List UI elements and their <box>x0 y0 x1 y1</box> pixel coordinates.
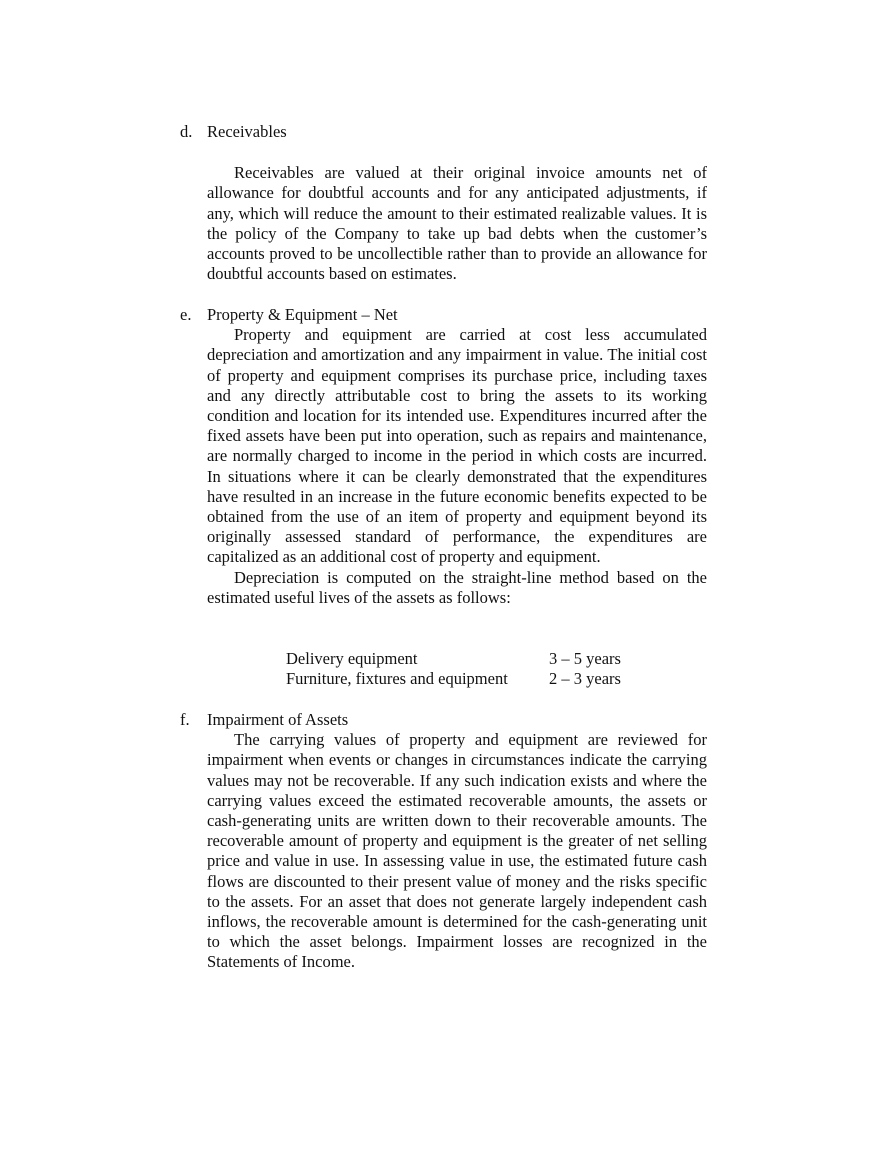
section-heading <box>180 305 707 325</box>
section-title: Property & Equipment – Net <box>207 305 398 324</box>
section-heading <box>180 122 707 142</box>
section-letter: f. <box>180 710 190 729</box>
section-title: Impairment of Assets <box>207 710 349 729</box>
useful-life: 2 – 3 years <box>549 669 621 689</box>
useful-life: 3 – 5 years <box>549 649 621 668</box>
useful-lives-table <box>286 649 646 689</box>
section-title: Receivables <box>207 122 287 141</box>
asset-class: Furniture, fixtures and equipment <box>286 669 508 689</box>
section-property-equipment <box>180 305 707 608</box>
depreciation-paragraph: Depreciation is computed on the straight-line method based on the estimated useful lives of the assets as follows: <box>207 567 707 607</box>
section-letter: d. <box>180 122 193 141</box>
table-row <box>286 669 646 689</box>
receivables-paragraph: Receivables are valued at their original invoice amounts net of allowance for doubtful accounts and for any anticipated adjustments, if any, which will reduce the amount to their estimated realizable values. It is the policy of the Company to take up bad debts when the customer’s accounts proved to be uncollectible rather than to provide an allowance for doubtful accounts based on estimates. <box>207 163 707 284</box>
section-receivables <box>180 122 707 284</box>
asset-class: Delivery equipment <box>286 649 418 668</box>
property-equipment-paragraph: Property and equipment are carried at cost less accumulated depreciation and amortization and any impairment in value. The initial cost of property and equipment comprises its purchase price, including taxes and any directly attributable cost to bring the assets to its working condition and location for its intended use. Expenditures incurred after the fixed assets have been put into operation, such as repairs and maintenance, are normally charged to income in the period in which costs are incurred. In situations where it can be clearly demonstrated that the expenditures have resulted in an increase in the future economic benefits expected to be obtained from the use of an item of property and equipment beyond its originally assessed standard of performance, the expenditures are capitalized as an additional cost of property and equipment. <box>207 325 707 567</box>
section-heading <box>180 710 707 730</box>
section-impairment <box>180 710 707 973</box>
section-letter: e. <box>180 305 192 324</box>
table-row <box>286 649 646 669</box>
impairment-paragraph: The carrying values of property and equipment are reviewed for impairment when events or changes in circumstances indicate the carrying values may not be recoverable. If any such indication exists and where the carrying values exceed the estimated recoverable amounts, the assets or cash-generating units are written down to their recoverable amounts. The recoverable amount of property and equipment is the greater of net selling price and value in use. In assessing value in use, the estimated future cash flows are discounted to their present value of money and the risks specific to the assets. For an asset that does not generate largely independent cash inflows, the recoverable amount is determined for the cash-generating unit to which the asset belongs. Impairment losses are recognized in the Statements of Income. <box>207 730 707 972</box>
